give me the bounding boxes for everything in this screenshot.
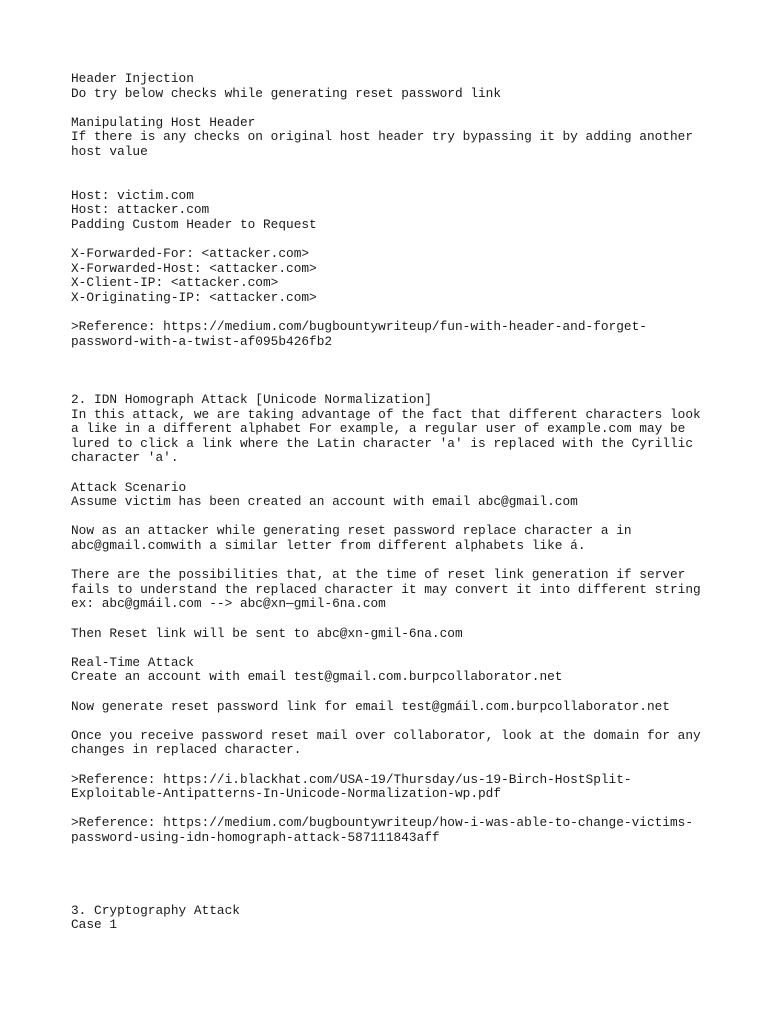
possibility-line: There are the possibilities that, at the time of reset link generation if server bbox=[71, 567, 686, 583]
crypto-heading: 3. Cryptography Attack bbox=[71, 902, 240, 918]
document-page bbox=[71, 72, 711, 933]
idn-desc: In this attack, we are taking advantage of the fact that different characters look bbox=[71, 406, 701, 422]
replace-line: abc@gmail.comwith a similar letter from different alphabets like á. bbox=[71, 538, 586, 554]
host-header-desc: host value bbox=[71, 143, 148, 159]
idn-desc: a like in a different alphabet For example, a regular user of example.com may be bbox=[71, 421, 686, 437]
header-line: X-Forwarded-For: <attacker.com> bbox=[71, 246, 310, 262]
reference-line: >Reference: https://i.blackhat.com/USA-19/Thursday/us-19-Birch-HostSplit- bbox=[71, 771, 632, 787]
reference-line: password-with-a-twist-af095b426fb2 bbox=[71, 333, 333, 349]
idn-heading: 2. IDN Homograph Attack [Unicode Normalization] bbox=[71, 392, 432, 408]
host-header-heading: Manipulating Host Header bbox=[71, 114, 256, 130]
receive-line: Once you receive password reset mail over collaborator, look at the domain for any bbox=[71, 727, 701, 743]
header-line: X-Forwarded-Host: <attacker.com> bbox=[71, 260, 317, 276]
reference-line: Exploitable-Antipatterns-In-Unicode-Normalization-wp.pdf bbox=[71, 786, 502, 802]
sent-line: Then Reset link will be sent to abc@xn-gmil-6na.com bbox=[71, 625, 463, 641]
host-header-desc: If there is any checks on original host header try bypassing it by adding another bbox=[71, 129, 694, 145]
host-line: Host: attacker.com bbox=[71, 202, 210, 218]
replace-line: Now as an attacker while generating reset password replace character a in bbox=[71, 523, 632, 539]
header-line: X-Originating-IP: <attacker.com> bbox=[71, 289, 317, 305]
generate-line: Now generate reset password link for email test@gmáil.com.burpcollaborator.net bbox=[71, 698, 670, 714]
idn-desc: lured to click a link where the Latin character 'a' is replaced with the Cyrillic bbox=[71, 435, 694, 451]
scenario-line: Assume victim has been created an account with email abc@gmail.com bbox=[71, 494, 578, 510]
realtime-line: Create an account with email test@gmail.com.burpcollaborator.net bbox=[71, 669, 563, 685]
reference-line: >Reference: https://medium.com/bugbountywriteup/fun-with-header-and-forget- bbox=[71, 319, 647, 335]
idn-desc: character 'а'. bbox=[71, 450, 179, 466]
scenario-heading: Attack Scenario bbox=[71, 479, 187, 495]
realtime-heading: Real-Time Attack bbox=[71, 654, 194, 670]
possibility-line: fails to understand the replaced character it may convert it into different string bbox=[71, 581, 701, 597]
possibility-line: ex: abc@gmáil.com --> abc@xn—gmil-6na.com bbox=[71, 596, 386, 612]
section-intro: Do try below checks while generating reset password link bbox=[71, 85, 502, 101]
header-line: X-Client-IP: <attacker.com> bbox=[71, 275, 279, 291]
crypto-case: Case 1 bbox=[71, 917, 118, 933]
reference-line: >Reference: https://medium.com/bugbountywriteup/how-i-was-able-to-change-victims- bbox=[71, 815, 694, 831]
reference-line: password-using-idn-homograph-attack-587111843aff bbox=[71, 829, 440, 845]
section-title: Header Injection bbox=[71, 71, 194, 86]
host-line: Host: victim.com bbox=[71, 187, 194, 203]
receive-line: changes in replaced character. bbox=[71, 742, 302, 758]
padding-heading: Padding Custom Header to Request bbox=[71, 216, 317, 232]
